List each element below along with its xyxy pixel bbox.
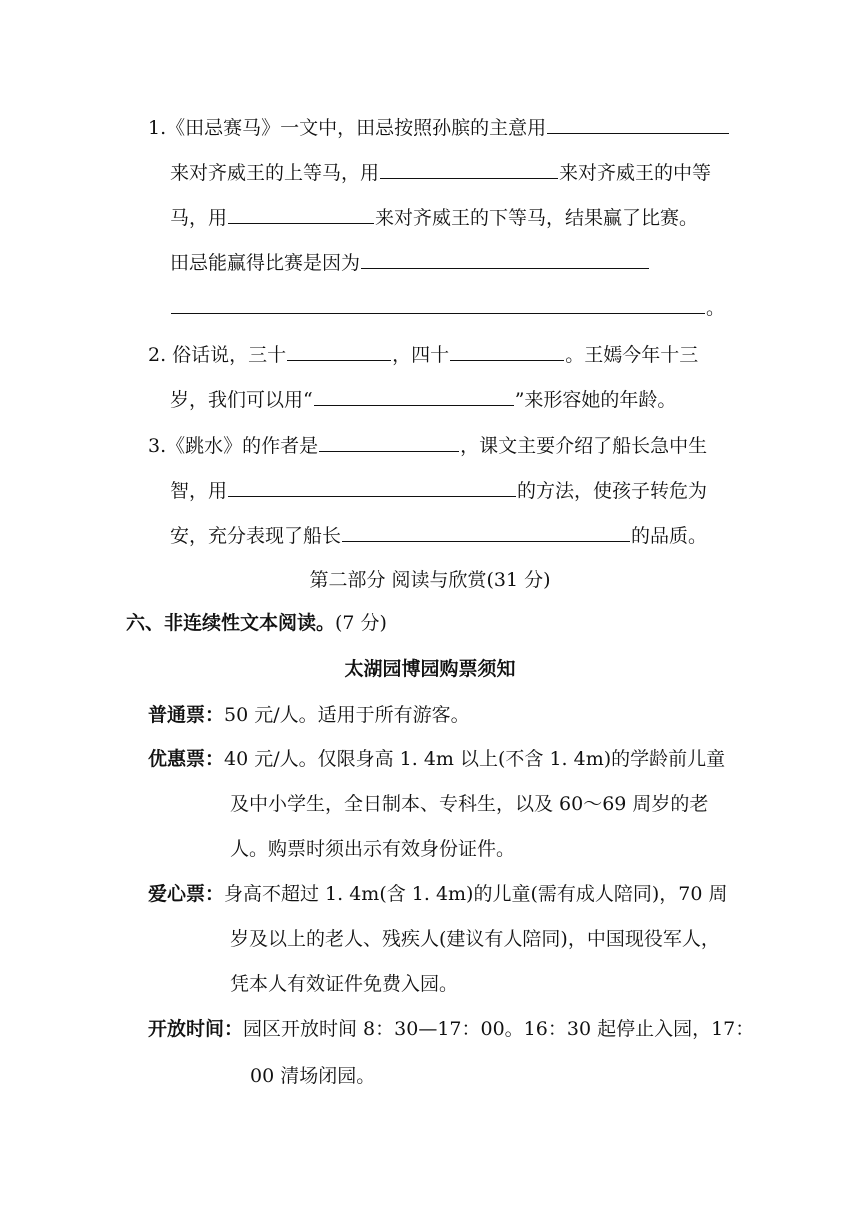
discount-ticket-row-2 (230, 791, 708, 817)
q2-text-2a: 岁，我们可以用“ (170, 389, 313, 411)
section6-heading (126, 610, 387, 636)
regular-ticket-row (148, 702, 470, 728)
hours-row-2 (250, 1063, 375, 1089)
discount-ticket-text-1: 40 元/人。仅限身高 1. 4m 以上(不含 1. 4m)的学龄前儿童 (224, 748, 726, 770)
regular-ticket-label: 普通票： (148, 704, 225, 726)
q1-line-1 (148, 115, 730, 141)
love-ticket-text-2: 岁及以上的老人、残疾人(建议有人陪同)，中国现役军人， (230, 928, 720, 950)
discount-ticket-text-2: 及中小学生，全日制本、专科生，以及 60～69 周岁的老 (230, 793, 709, 815)
q3-text-3b: 的品质。 (631, 525, 708, 547)
q3-line-1 (148, 433, 707, 459)
q2-text-2b: ”来形容她的年龄。 (514, 389, 677, 411)
q1-line-2 (170, 160, 711, 186)
q1-blank-3 (228, 205, 374, 224)
hours-row-1 (148, 1016, 754, 1042)
part2-title-text: 第二部分 阅读与欣赏(31 分) (309, 569, 551, 591)
q1-blank-2 (380, 160, 558, 179)
q3-blank-1 (319, 433, 459, 452)
section6-title: 六、非连续性文本阅读。 (126, 612, 336, 634)
section6-score: (7 分) (335, 612, 387, 634)
hours-text-1: 园区开放时间 8：30—17：00。16：30 起停止入园，17： (243, 1018, 755, 1040)
q2-line-2 (170, 387, 676, 413)
q3-blank-2 (228, 478, 516, 497)
q2-text-1c: 。王嫣今年十三 (565, 344, 699, 366)
q3-text-2a: 智，用 (170, 480, 228, 502)
part2-title (0, 567, 860, 593)
q1-line-3 (170, 205, 698, 231)
q3-text-2b: 的方法，使孩子转危为 (517, 480, 708, 502)
q1-blank-5 (171, 295, 705, 314)
q2-text-1b: ，四十 (392, 344, 450, 366)
q1-text-2a: 来对齐威王的上等马，用 (170, 162, 380, 184)
discount-ticket-row-3 (230, 836, 515, 862)
q3-blank-3 (342, 523, 630, 542)
q1-text-2b: 来对齐威王的中等 (559, 162, 712, 184)
q2-blank-3 (314, 387, 514, 406)
q1-text-5: 。 (706, 297, 726, 319)
q1-text-1: 1.《田忌赛马》一文中，田忌按照孙膑的主意用 (148, 117, 547, 139)
q1-text-3b: 来对齐威王的下等马，结果赢了比赛。 (375, 207, 699, 229)
hours-text-2: 00 清场闭园。 (250, 1065, 376, 1087)
q1-line-4 (170, 250, 650, 276)
love-ticket-row-1 (148, 881, 728, 907)
love-ticket-text-1: 身高不超过 1. 4m(含 1. 4m)的儿童(需有成人陪同)，70 周 (224, 883, 728, 905)
q1-text-4: 田忌能赢得比赛是因为 (170, 252, 361, 274)
q1-blank-4 (361, 250, 649, 269)
hours-label: 开放时间： (148, 1018, 244, 1040)
q3-line-3 (170, 523, 707, 549)
regular-ticket-text: 50 元/人。适用于所有游客。 (224, 704, 470, 726)
q3-text-1a: 3.《跳水》的作者是 (148, 435, 319, 457)
q2-line-1 (148, 342, 698, 368)
q2-blank-1 (287, 342, 391, 361)
q1-line-5 (170, 295, 725, 321)
notice-title (0, 656, 860, 682)
q1-text-3a: 马，用 (170, 207, 228, 229)
love-ticket-label: 爱心票： (148, 883, 225, 905)
notice-title-text: 太湖园博园购票须知 (344, 658, 516, 680)
love-ticket-row-2 (230, 926, 720, 952)
discount-ticket-label: 优惠票： (148, 748, 225, 770)
discount-ticket-text-3: 人。购票时须出示有效身份证件。 (230, 838, 516, 860)
q2-text-1a: 2. 俗话说，三十 (148, 344, 287, 366)
q1-blank-1 (547, 115, 729, 134)
love-ticket-row-3 (230, 971, 458, 997)
q2-blank-2 (450, 342, 564, 361)
q3-text-1b: ，课文主要介绍了船长急中生 (460, 435, 708, 457)
discount-ticket-row-1 (148, 746, 725, 772)
q3-text-3a: 安，充分表现了船长 (170, 525, 342, 547)
q3-line-2 (170, 478, 707, 504)
love-ticket-text-3: 凭本人有效证件免费入园。 (230, 973, 459, 995)
